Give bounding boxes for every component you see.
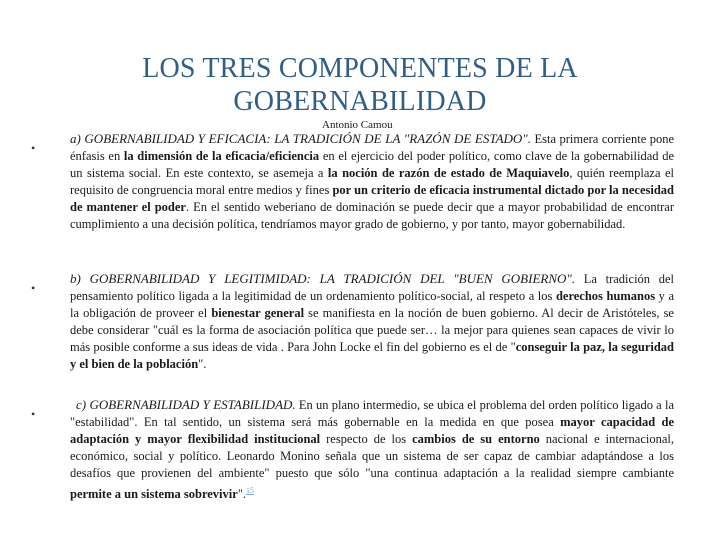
- text-span: , quién reemplaza el requisito de congruencia moral entre medios y fines: [70, 166, 674, 197]
- text-span: La tradición del pensamiento político ligada a la legitimidad de un ordenamiento político-social, al respeto a los: [70, 272, 674, 303]
- bold-span: cambios de su entorno: [412, 432, 540, 446]
- bold-span: la dimensión de la eficacia/eficiencia: [123, 149, 320, 163]
- text-span: En un plano intermedio, se ubica el problema del orden político ligado a la "estabilidad". En tal sentido, un sistema será más gobernable en la medida en que posea: [70, 398, 675, 429]
- bold-span: permite a un sistema sobrevivir: [70, 487, 238, 502]
- text-span: respecto de los: [320, 432, 413, 446]
- text-span: nacional e internacional, económico, social y político. Leonardo Monino señala que un sistema de ser capaz de cambiar adaptándose a los desafíos que provienen del ambiente" puesto que sólo "una continua adaptación a la realidad siempre cambiante: [70, 432, 674, 480]
- text-span: ".: [198, 357, 207, 371]
- text-span: y a la obligación de proveer el: [70, 289, 674, 320]
- text-span: se manifiesta en la noción de buen gobierno. Al decir de Aristóteles, se debe considerar "cuál es la forma de asociación política que puede ser… la mejor para quienes sean capaces de vivir lo más posible conforme a sus ideas de vida . Para John Locke el fin del gobierno es el de ": [70, 306, 674, 354]
- bullet-3-icon: •: [31, 407, 36, 421]
- page-title: [0, 52, 720, 118]
- bold-span: mayor capacidad de adaptación y mayor flexibilidad institucional: [70, 415, 674, 446]
- paragraph-legitimidad: [70, 270, 674, 373]
- text-span: en el ejercicio del poder político, como clave de la gobernabilidad de un sistema social. En este contexto, se asemeja a: [70, 149, 674, 180]
- bold-span: la noción de razón de estado de Maquiavelo: [327, 166, 570, 180]
- text-span: . En el sentido weberiano de dominación se puede decir que a mayor probabilidad de encontrar cumplimiento a una decisión política, tendríamos mayor grado de gobierno, y por tanto, mayor gobernabilidad.: [70, 200, 675, 231]
- text-span: ".: [237, 487, 247, 502]
- author-name: Antonio Camou: [322, 119, 393, 131]
- paragraph-estabilidad: [70, 396, 674, 503]
- paragraph-legitimidad-heading: b) GOBERNABILIDAD Y LEGITIMIDAD: LA TRADICIÓN DEL "BUEN GOBIERNO".: [70, 271, 576, 286]
- bullet-1-icon: •: [31, 141, 36, 155]
- title-line-1: LOS TRES COMPONENTES DE LA: [142, 53, 578, 84]
- paragraph-eficacia: [70, 130, 674, 233]
- paragraph-estabilidad-heading: c) GOBERNABILIDAD Y ESTABILIDAD.: [76, 397, 296, 412]
- bold-span: bienestar general: [211, 306, 305, 320]
- bold-span: por un criterio de eficacia instrumental dictado por la necesidad de mantener el poder: [70, 183, 674, 214]
- footnote-link[interactable]: 15: [246, 486, 255, 495]
- bold-span: conseguir la paz, la seguridad y el bien de la población: [70, 340, 674, 371]
- bold-span: derechos humanos: [555, 289, 656, 303]
- text-span: Esta primera corriente pone énfasis en: [70, 132, 675, 163]
- paragraph-eficacia-heading: a) GOBERNABILIDAD Y EFICACIA: LA TRADICIÓN DE LA "RAZÓN DE ESTADO".: [70, 131, 532, 146]
- bullet-2-icon: •: [31, 281, 36, 295]
- title-line-2: GOBERNABILIDAD: [233, 86, 487, 117]
